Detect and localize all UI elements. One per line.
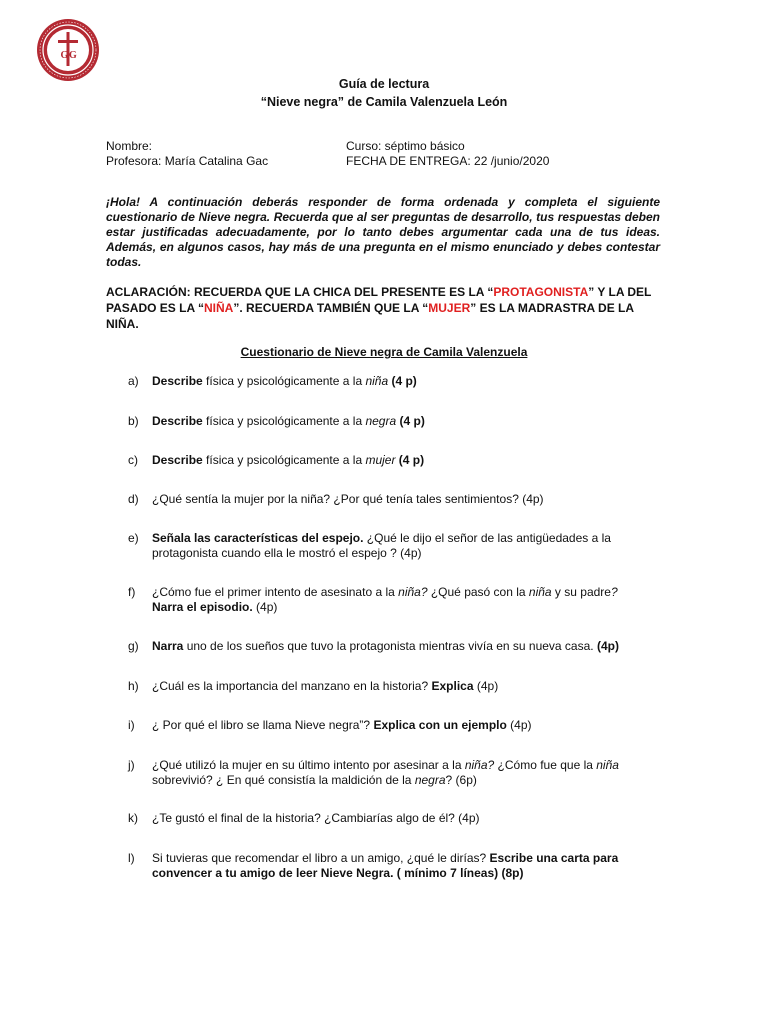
question-letter: l) bbox=[128, 851, 135, 865]
highlight-mujer: MUJER bbox=[428, 301, 471, 315]
teacher-label: Profesora: María Catalina Gac bbox=[106, 154, 269, 168]
question-letter: c) bbox=[128, 453, 138, 467]
highlight-nina: NIÑA bbox=[204, 301, 234, 315]
document-page: G G Guía de lectura “Nieve negra” de Camila Valenzuela León Nombre: Profesora: María Catalina Gac Curso: séptimo básico FECHA DE ENTREGA: 22 /junio/2020 ¡Hola! A continuación deberás responder de forma ordenada y completa el siguiente cuestionario de Nieve negra. Recuerda que al ser preguntas de desarrollo, tus respuestas deben estar justificadas adecuadamente, por lo tanto debes argumentar cada una de tus ideas. Además, en algunos casos, hay más de una pregunta en el mismo enunciado y debes contestar todas. ACLARACIÓN: RECUERDA QUE LA CHICA DEL PRESENTE ES LA “PROTAGONISTA” Y LA DEL PASADO ES LA “NIÑA”. RECUERDA TAMBIÉN QUE LA “MUJER” ES LA MADRASTRA DE LA NIÑA. Cuestionario de Nieve negra de Camila Valenzuela a) Describe física y psicológicamente a la niña (4 p) b) Describe física y psicológicamente a la negra (4 p) c) Describe física y psicológicamente a la mujer (4 p) d) ¿Qué sentía la mujer por la niña? ¿Por qué tenía tales sentimientos? (4p) e) Señala las características del espejo. ¿Qué le dijo el señor de las antigüedades a la protagonista cuando ella le mostró el espejo ? (4p) f) ¿Cómo fue el primer intento de asesinato a la niña? ¿Qué pasó con la niña y su padre? Narra el episodio. (4p) g) Narra uno de los sueños que tuvo la protagonista mientras vivía en su nueva casa. (4p) h) ¿Cuál es la importancia del manzano en la historia? Explica (4p) i) ¿ Por qué el libro se llama Nieve negra”? Explica con un ejemplo (4p) j) ¿Qué utilizó la mujer en su último intento por asesinar a la niña? ¿Cómo fue que la niña sobrevivió? ¿ En qué consistía la maldición de la negra? (6p) k) ¿Te gustó el final de la historia? ¿Cambiarías algo de él? (4p) l) Si tuvieras que recomendar el libro a un amigo, ¿qué le dirías? Escribe una carta para convencer a tu amigo de leer Nieve Negra. ( mínimo 7 líneas) (8p) bbox=[0, 0, 768, 1024]
question-letter: g) bbox=[128, 639, 139, 653]
svg-text:G: G bbox=[69, 50, 77, 61]
question-letter: i) bbox=[128, 718, 135, 732]
intro-paragraph: ¡Hola! A continuación deberás responder de forma ordenada y completa el siguiente cuestionario de Nieve negra. Recuerda que al ser preguntas de desarrollo, tus respuestas deben estar justificadas adecuadamente, por lo tanto debes argumentar cada una de tus ideas. Además, en algunos casos, hay más de una pregunta en el mismo enunciado y debes contestar todas. bbox=[106, 195, 660, 269]
student-name-label: Nombre: bbox=[106, 139, 153, 153]
question-letter: d) bbox=[128, 492, 139, 506]
document-title: Guía de lectura bbox=[338, 77, 430, 91]
clarification-note: ACLARACIÓN: RECUERDA QUE LA CHICA DEL PRESENTE ES LA “PROTAGONISTA” Y LA DEL PASADO ES LA “NIÑA”. RECUERDA TAMBIÉN QUE LA “MUJER” ES LA MADRASTRA DE LA NIÑA. bbox=[106, 285, 652, 331]
due-date-label: FECHA DE ENTREGA: 22 /junio/2020 bbox=[346, 154, 550, 168]
question-letter: f) bbox=[128, 585, 136, 599]
highlight-protagonista: PROTAGONISTA bbox=[493, 285, 589, 299]
document-subtitle: “Nieve negra” de Camila Valenzuela León bbox=[260, 95, 508, 109]
questionnaire-title: Cuestionario de Nieve negra de Camila Valenzuela bbox=[240, 345, 528, 359]
question-letter: e) bbox=[128, 531, 139, 545]
question-letter: a) bbox=[128, 374, 139, 388]
svg-text:G: G bbox=[60, 50, 69, 61]
question-letter: k) bbox=[128, 811, 138, 825]
question-letter: j) bbox=[128, 758, 135, 772]
course-label: Curso: séptimo básico bbox=[346, 139, 465, 153]
school-seal-icon bbox=[36, 18, 100, 82]
question-letter: h) bbox=[128, 679, 139, 693]
question-letter: b) bbox=[128, 414, 139, 428]
